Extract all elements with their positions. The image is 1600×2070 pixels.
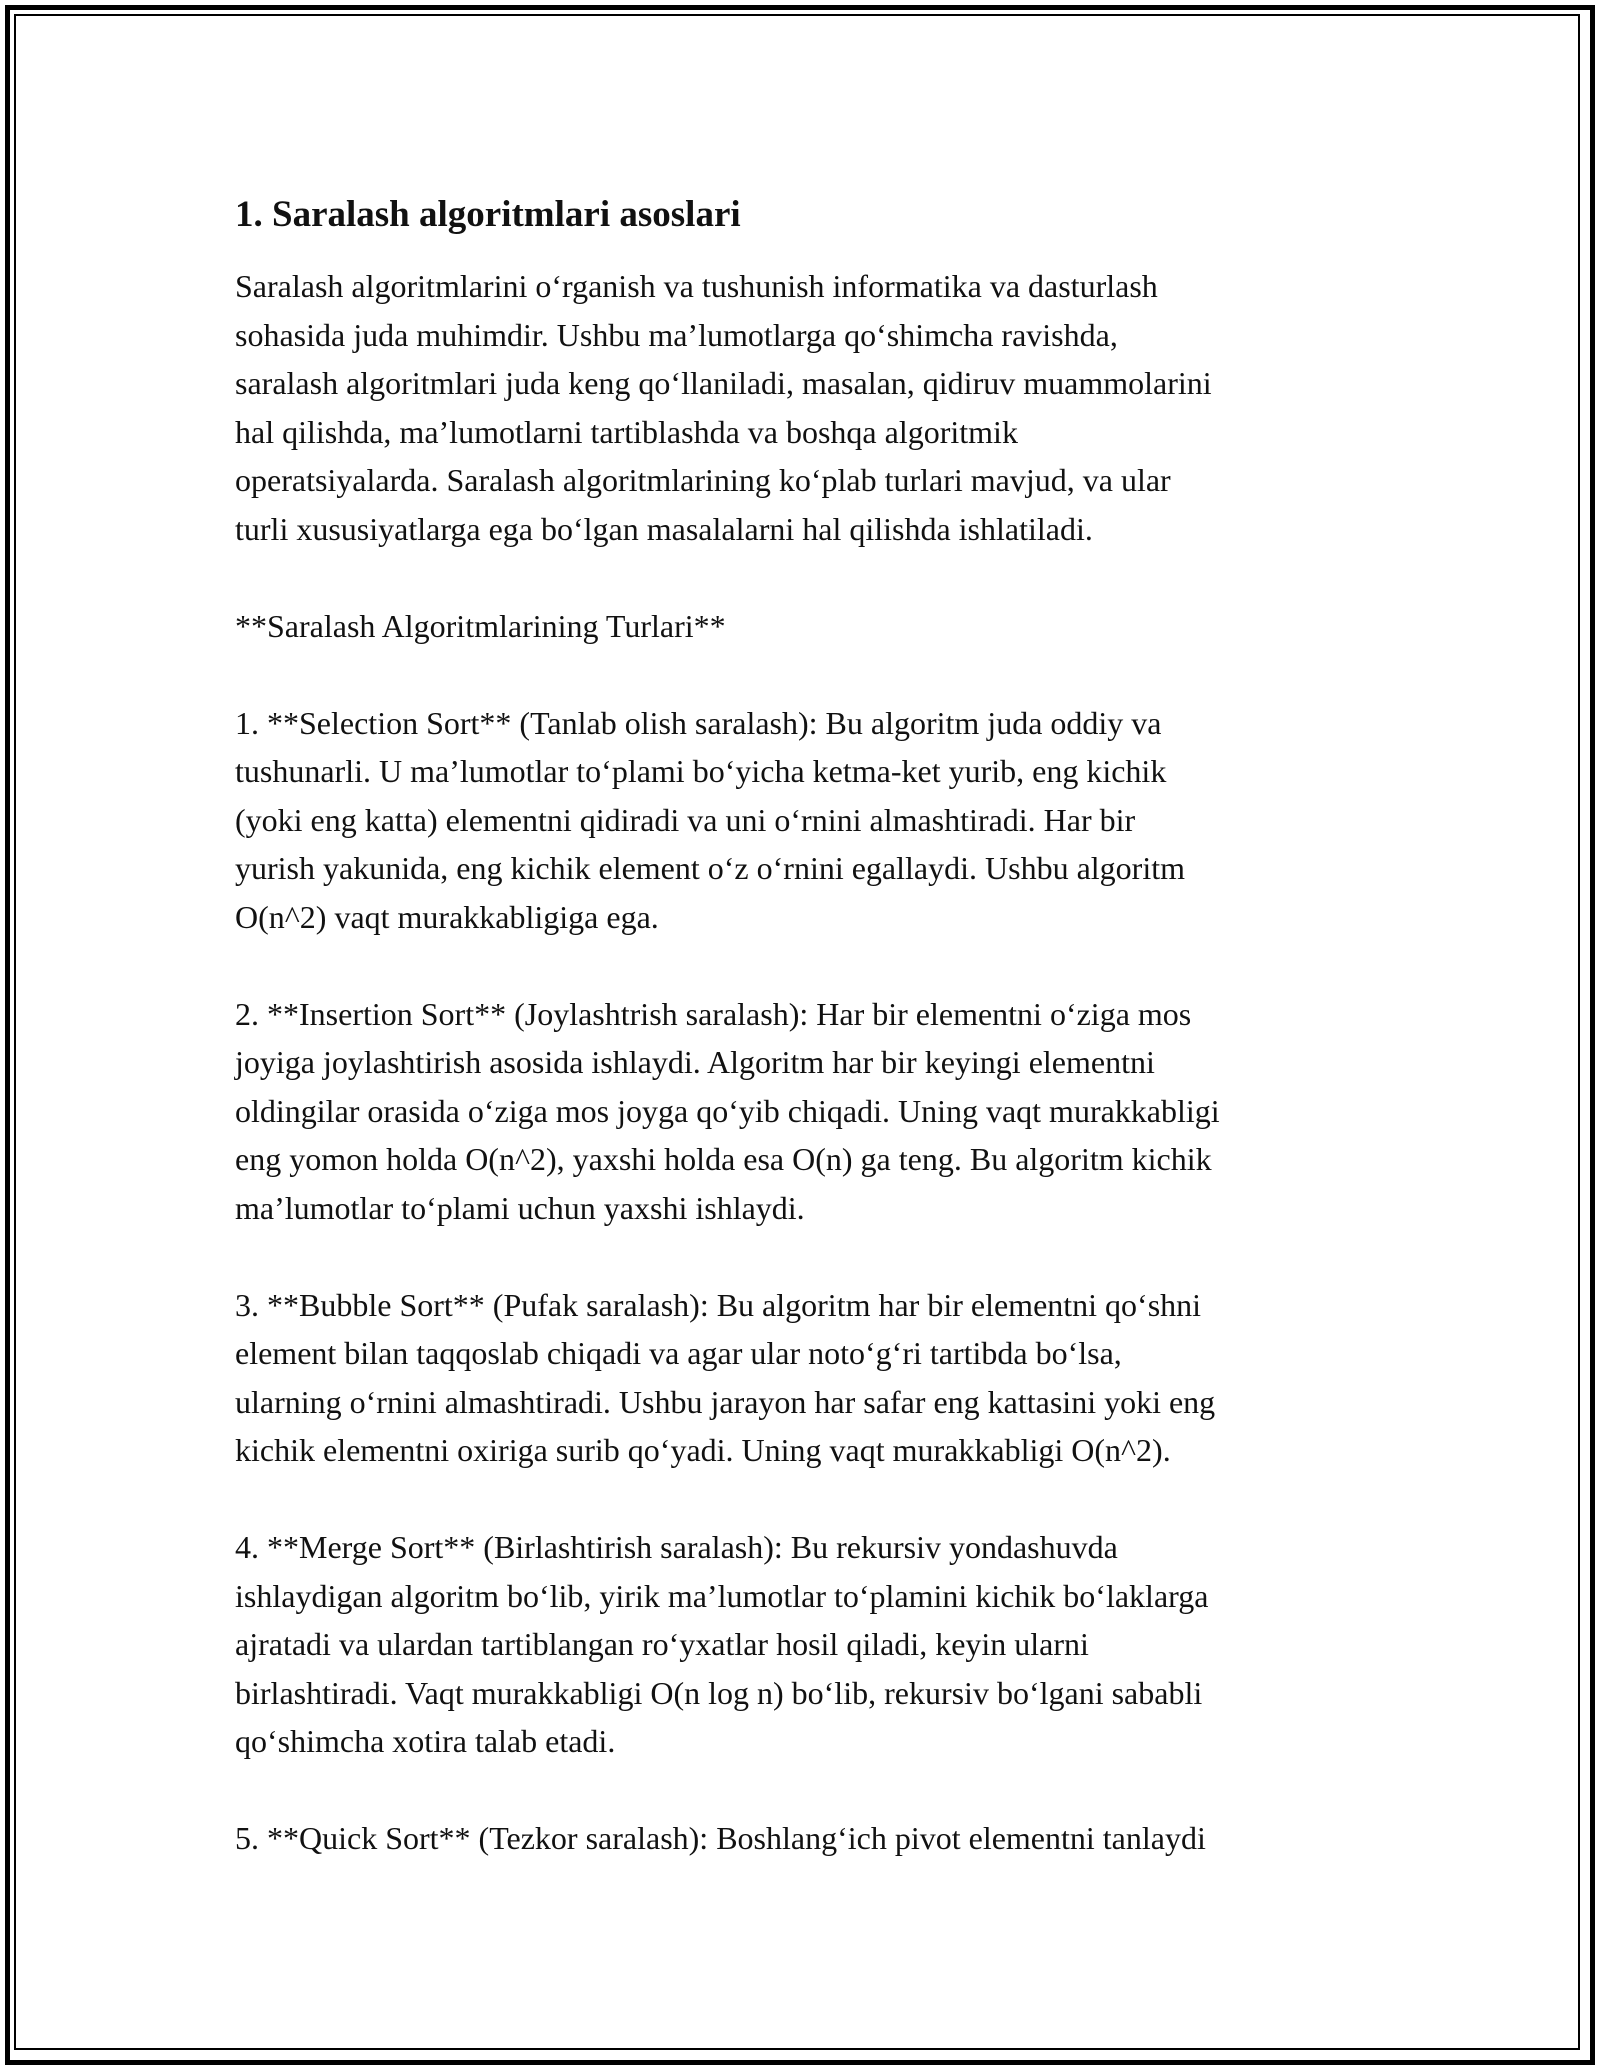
list-item-quick-sort: 5. **Quick Sort** (Tezkor saralash): Boshlang‘ich pivot elementni tanlaydi xyxy=(235,1820,1206,1856)
paragraph-spacer xyxy=(235,1475,1385,1524)
intro-paragraph: Saralash algoritmlarini o‘rganish va tushunish informatika va dasturlash sohasida juda muhimdir. Ushbu ma’lumotlarga qo‘shimcha ravishda, saralash algoritmlari juda keng qo‘llaniladi, masalan, qidiruv muammolarini hal qilishda, ma’lumotlarni tartiblashda va boshqa algoritmik operatsiyalarda. Saralash algoritmlarining ko‘plab turlari mavjud, va ular turli xususiyatlarga ega bo‘lgan masalalarni hal qilishda ishlatiladi. xyxy=(235,268,1212,547)
paragraph-spacer xyxy=(235,941,1385,990)
section-heading: 1. Saralash algoritmlari asoslari xyxy=(235,194,741,235)
paragraph-spacer xyxy=(235,1232,1385,1281)
paragraph-spacer xyxy=(235,1766,1385,1815)
document-body xyxy=(235,186,1385,1863)
list-item-selection-sort: 1. **Selection Sort** (Tanlab olish saralash): Bu algoritm juda oddiy va tushunarli. U ma’lumotlar to‘plami bo‘yicha ketma-ket yurib, eng kichik (yoki eng katta) elementni qidiradi va uni o‘rnini almashtiradi. Har bir yurish yakunida, eng kichik element o‘z o‘rnini egallaydi. Ushbu algoritm O(n^2) vaqt murakkabligiga ega. xyxy=(235,704,1185,935)
paragraph-spacer xyxy=(235,553,1385,602)
list-item-merge-sort: 4. **Merge Sort** (Birlashtirish saralash): Bu rekursiv yondashuvda ishlaydigan algoritm bo‘lib, yirik ma’lumotlar to‘plamini kichik bo‘laklarga ajratadi va ulardan tartiblangan ro‘yxatlar hosil qiladi, keyin ularni birlashtiradi. Vaqt murakkabligi O(n log n) bo‘lib, rekursiv bo‘lgani sababli qo‘shimcha xotira talab etadi. xyxy=(235,1529,1209,1759)
list-item-insertion-sort: 2. **Insertion Sort** (Joylashtrish saralash): Har bir elementni o‘ziga mos joyiga joylashtirish asosida ishlaydi. Algoritm har bir keyingi elementni oldingilar orasida o‘ziga mos joyga qo‘yib chiqadi. Uning vaqt murakkabligi eng yomon holda O(n^2), yaxshi holda esa O(n) ga teng. Bu algoritm kichik ma’lumotlar to‘plami uchun yaxshi ishlaydi. xyxy=(235,995,1220,1226)
paragraph-spacer xyxy=(235,650,1385,699)
subheading: **Saralash Algoritmlarining Turlari** xyxy=(235,607,726,644)
list-item-bubble-sort: 3. **Bubble Sort** (Pufak saralash): Bu algoritm har bir elementni qo‘shni element bilan taqqoslab chiqadi va agar ular noto‘g‘ri tartibda bo‘lsa, ularning o‘rnini almashtiradi. Ushbu jarayon har safar eng kattasini yoki eng kichik elementni oxiriga surib qo‘yadi. Uning vaqt murakkabligi O(n^2). xyxy=(235,1286,1216,1468)
